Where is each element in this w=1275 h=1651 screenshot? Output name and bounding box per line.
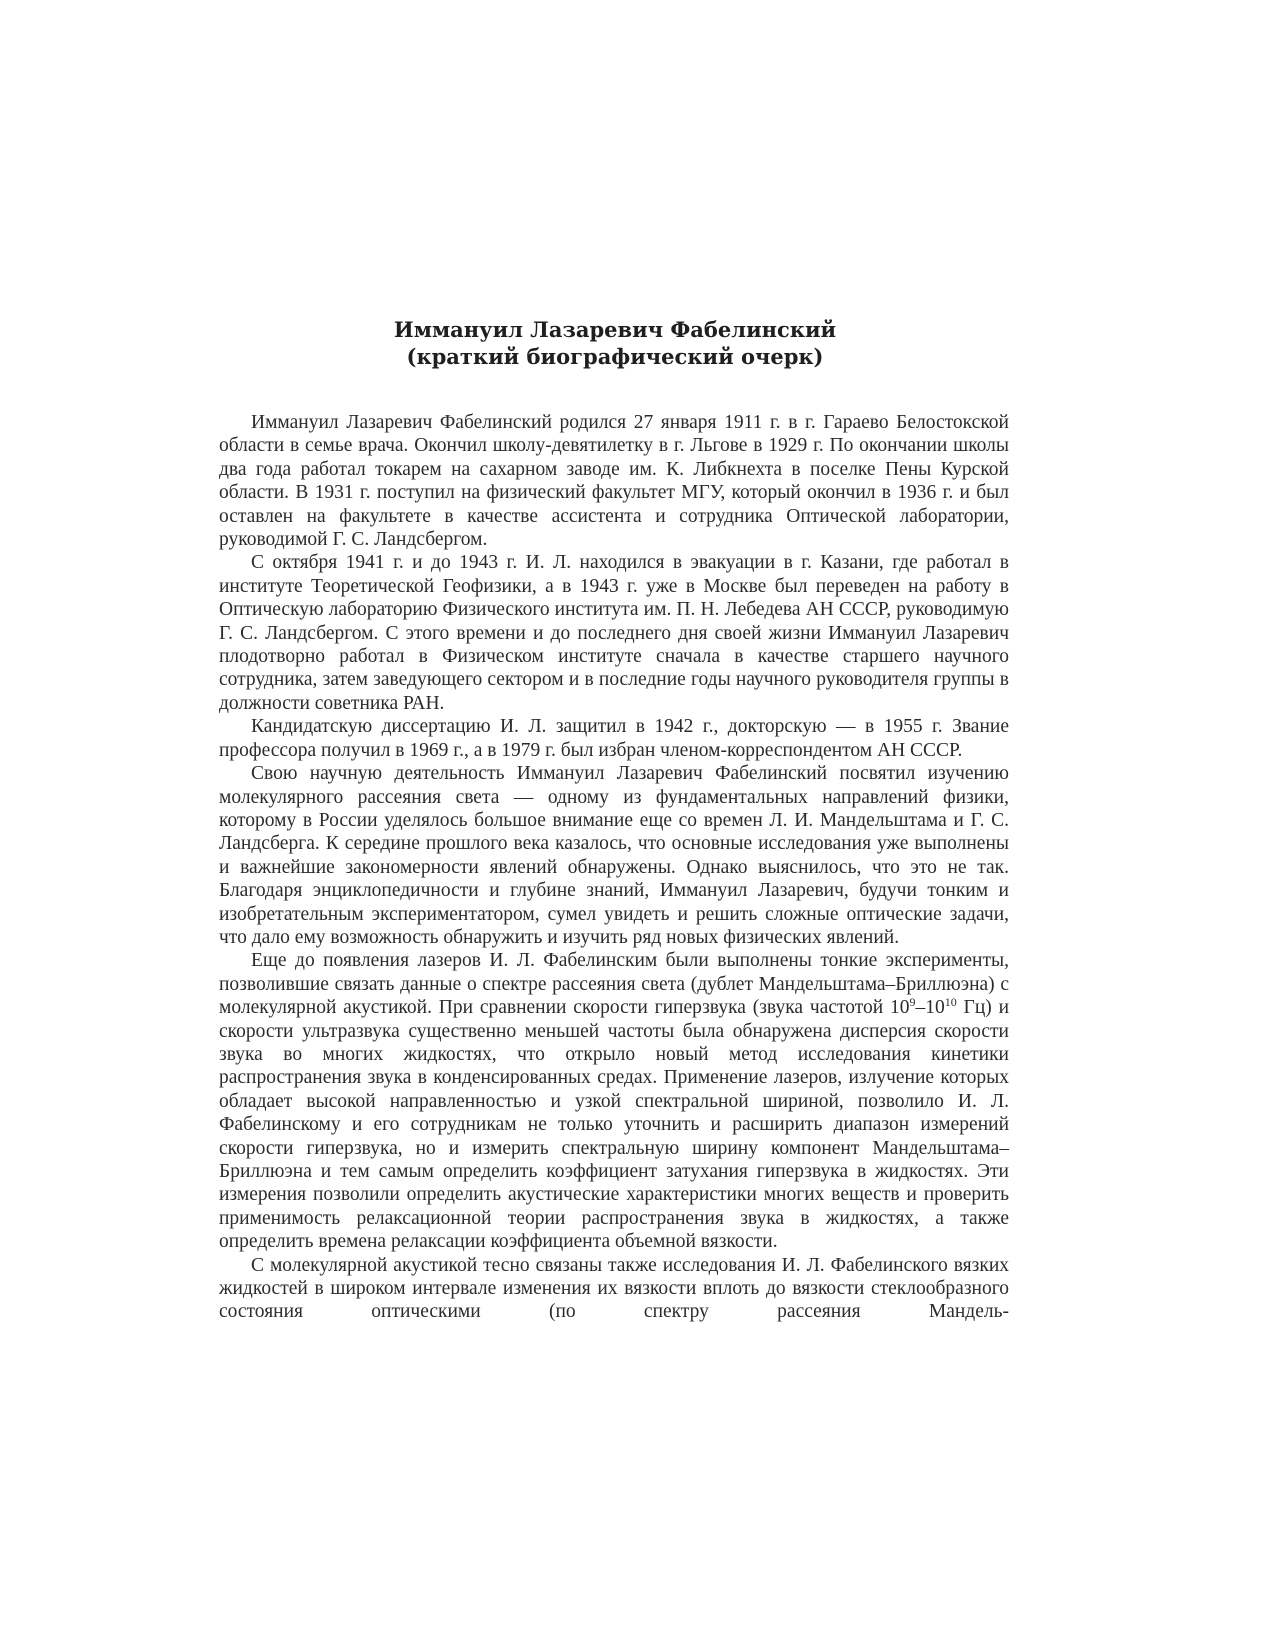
title-subtitle: (краткий биографический очерк)	[406, 344, 824, 369]
title-name: Иммануил Лазаревич Фабелинский	[393, 317, 837, 342]
paragraph-degrees: Кандидатскую диссертацию И. Л. защитил в 1942 г., докторскую — в 1955 г. Звание профессора получил в 1969 г., а в 1979 г. был избран членом-корреспондентом АН СССР.	[219, 716, 1009, 761]
article-body	[219, 411, 1009, 1324]
hypersound-text-end: Гц) и скорости ультразвука существенно меньшей частоты была обнаружена дисперсия скорости звука во многих жидкостях, что открыло новый метод исследования кинетики распространения звука в конденсированных средах. Применение лазеров, излучение которых обладает высокой направленностью и узкой спектральной шириной, позволило И. Л. Фабелинскому и его сотрудникам не только уточнить и расширить диапазон измерений скорости гиперзвука, но и измерить спектральную ширину компонент Мандельштама–Бриллюэна и тем самым определить коэффициент затухания гиперзвука в жидкостях. Эти измерения позволили определить акустические характеристики многих веществ и проверить применимость релаксационной теории распространения звука в жидкостях, а также определить времена релаксации коэффициента объемной вязкости.	[219, 997, 1010, 1253]
paragraph-birth-education: Иммануил Лазаревич Фабелинский родился 27 января 1911 г. в г. Гараево Белостокской области в семье врача. Окончил школу-девятилетку в г. Льгове в 1929 г. По окончании школы два года работал токарем на сахарном заводе им. К. Либкнехта в поселке Пены Курской области. В 1931 г. поступил на физический факультет МГУ, который окончил в 1936 г. и был оставлен на факультете в качестве ассистента и сотрудника Оптической лаборатории, руководимой Г. С. Ландсбергом.	[219, 412, 1009, 551]
page-title	[220, 316, 1010, 370]
paragraph-viscous-liquids: С молекулярной акустикой тесно связаны также исследования И. Л. Фабелинского вязких жидкостей в широком интервале изменения их вязкости вплоть до вязкости стеклообразного состояния оптическими (по спектру рассеяния Мандель-	[219, 1254, 1009, 1323]
exponent-9: 9	[909, 995, 916, 1010]
hypersound-text-start: Еще до появления лазеров И. Л. Фабелинским были выполнены тонкие эксперименты, позволившие связать данные о спектре рассеяния света (дублет Мандельштама–Бриллюэна) с молекулярной акустикой. При сравнении скорости гиперзвука (звука частотой 10	[219, 950, 1009, 1019]
paragraph-hypersound	[219, 949, 1009, 1253]
exponent-10: 10	[944, 995, 957, 1010]
paragraph-scattering-research: Свою научную деятельность Иммануил Лазаревич Фабелинский посвятил изучению молекулярного рассеяния света — одному из фундаментальных направлений физики, которому в России уделялось большое внимание еще со времен Л. И. Мандельштама и Г. С. Ландсберга. К середине прошлого века казалось, что основные исследования уже выполнены и важнейшие закономерности явлений обнаружены. Однако выяснилось, что это не так. Благодаря энциклопедичности и глубине знаний, Иммануил Лазаревич, будучи тонким и изобретательным экспериментатором, сумел увидеть и решить сложные оптические задачи, что дало ему возможность обнаружить и изучить ряд новых физических явлений.	[219, 763, 1009, 948]
paragraph-evacuation-career: С октября 1941 г. и до 1943 г. И. Л. находился в эвакуации в г. Казани, где работал в институте Теоретической Геофизики, а в 1943 г. уже в Москве был переведен на работу в Оптическую лабораторию Физического института им. П. Н. Лебедева АН СССР, руководимую Г. С. Ландсбергом. С этого времени и до последнего дня своей жизни Иммануил Лазаревич плодотворно работал в Физическом институте сначала в качестве старшего научного сотрудника, затем заведующего сектором и в последние годы научного руководителя группы в должности советника РАН.	[219, 552, 1009, 714]
hypersound-text-range: –10	[915, 997, 945, 1019]
